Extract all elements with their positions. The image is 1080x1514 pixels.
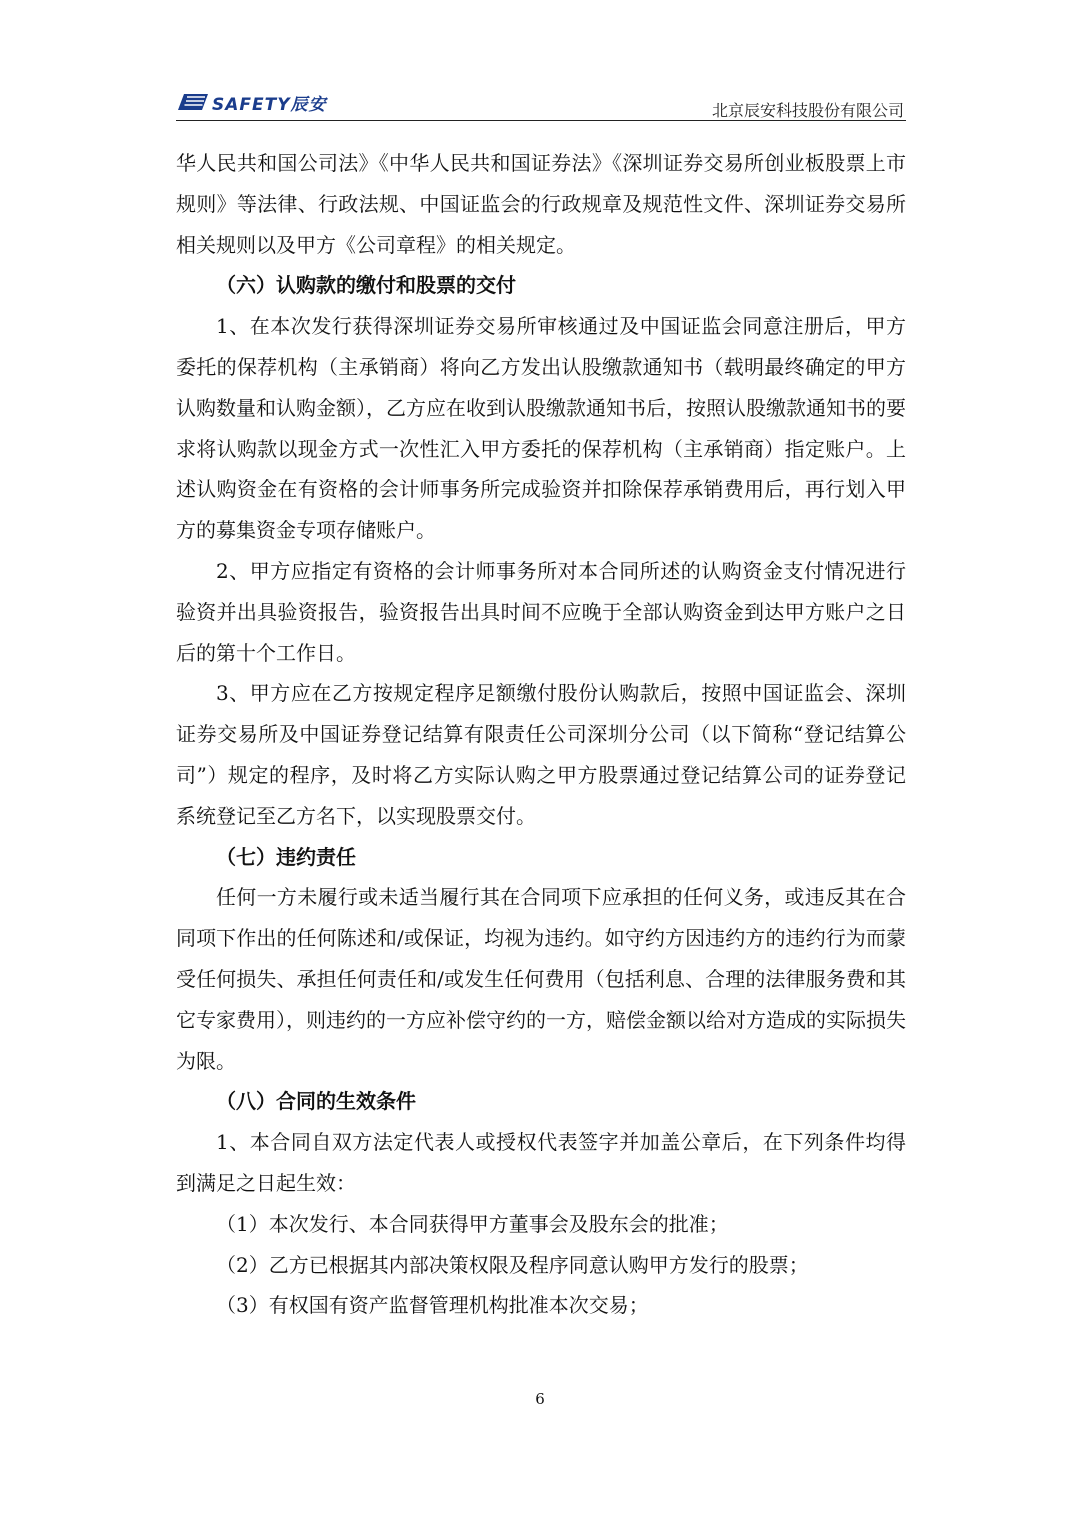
condition-item-1: （1）本次发行、本合同获得甲方董事会及股东会的批准； (216, 1211, 729, 1236)
section-heading-6: （六）认购款的缴付和股票的交付 (216, 273, 516, 298)
section-heading-7: （七）违约责任 (216, 844, 356, 869)
section-heading-8: （八）合同的生效条件 (216, 1089, 416, 1114)
condition-item-2: （2）乙方已根据其内部决策权限及程序同意认购甲方发行的股票； (216, 1252, 809, 1277)
safety-logo-icon (178, 94, 208, 110)
paragraph-6-1: 1、在本次发行获得深圳证券交易所审核通过及中国证监会同意注册后，甲方委托的保荐机构（主承销商）将向乙方发出认股缴款通知书（载明最终确定的甲方认购数量和认购金额），乙方应在收到认股缴款通知书后，按照认股缴款通知书的要求将认购款以现金方式一次性汇入甲方委托的保荐机构（主承销商）指定账户。上述认购资金在有资格的会计师事务所完成验资并扣除保荐承销费用后，再行划入甲方的募集资金专项存储账户。 (176, 314, 906, 543)
company-logo (178, 92, 327, 115)
paragraph-continued: 华人民共和国公司法》《中华人民共和国证券法》《深圳证券交易所创业板股票上市规则》等法律、行政法规、中国证监会的行政规章及规范性文件、深圳证券交易所相关规则以及甲方《公司章程》的相关规定。 (176, 151, 906, 257)
condition-item-3: （3）有权国有资产监督管理机构批准本次交易； (216, 1293, 649, 1318)
company-name: 北京辰安科技股份有限公司 (711, 101, 904, 120)
page-header (176, 84, 906, 121)
page-number: 6 (535, 1390, 545, 1408)
paragraph-7: 任何一方未履行或未适当履行其在合同项下应承担的任何义务，或违反其在合同项下作出的任何陈述和/或保证，均视为违约。如守约方因违约方的违约行为而蒙受任何损失、承担任何责任和/或发生任何费用（包括利息、合理的法律服务费和其它专家费用），则违约的一方应补偿守约的一方，赔偿金额以给对方造成的实际损失为限。 (176, 885, 906, 1073)
logo-text: SAFETY辰安 (212, 94, 327, 115)
paragraph-6-2: 2、甲方应指定有资格的会计师事务所对本合同所述的认购资金支付情况进行验资并出具验资报告，验资报告出具时间不应晚于全部认购资金到达甲方账户之日后的第十个工作日。 (176, 558, 906, 665)
document-body (176, 143, 906, 1326)
paragraph-6-3: 3、甲方应在乙方按规定程序足额缴付股份认购款后，按照中国证监会、深圳证券交易所及中国证券登记结算有限责任公司深圳分公司（以下简称“登记结算公司”）规定的程序，及时将乙方实际认购之甲方股票通过登记结算公司的证券登记系统登记至乙方名下，以实现股票交付。 (176, 681, 906, 828)
paragraph-8-1: 1、本合同自双方法定代表人或授权代表签字并加盖公章后，在下列条件均得到满足之日起生效： (176, 1130, 906, 1195)
